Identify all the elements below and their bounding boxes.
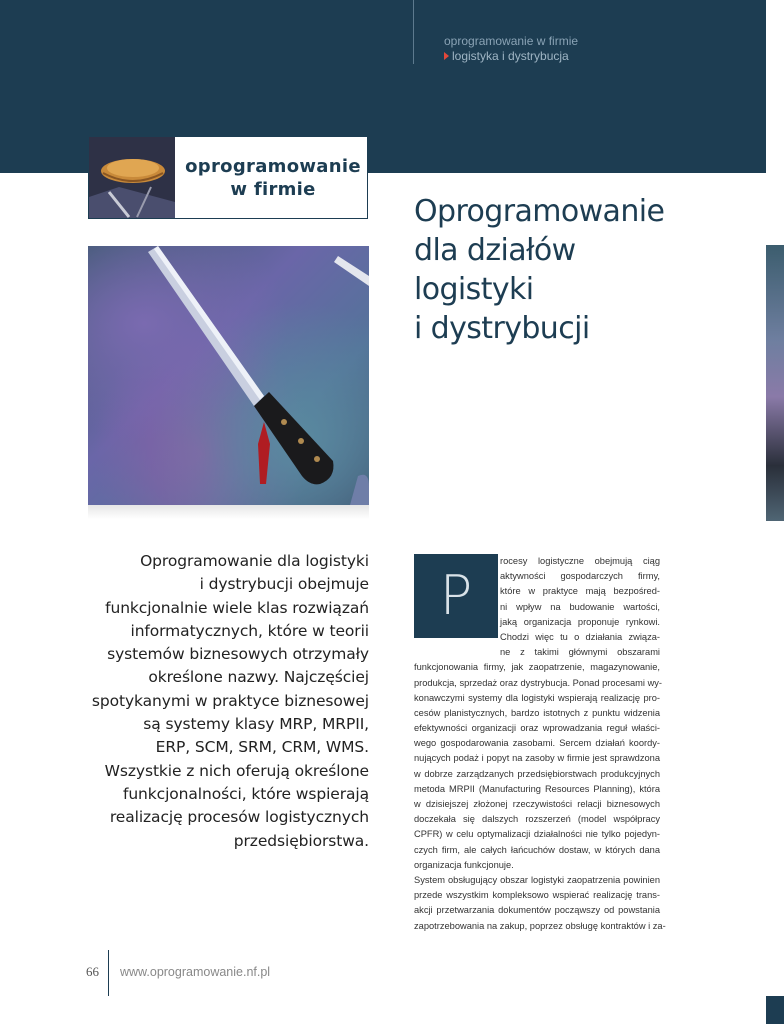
body-line: które w praktyce mają bezpośred- [500,586,660,597]
body-line: cesów planistycznych, bardzo istotnych z punktu widzenia [414,707,660,718]
lead-line: funkcjonalnie wiele klas rozwiązań [105,598,369,617]
body-line: metoda MRPII (Manufacturing Resources Planning), która [414,783,660,794]
footer-divider [108,950,109,996]
body-line: aktywności gospodarczych firmy, [500,571,660,582]
body-line: akcji przetwarzania dokumentów począwszy od powstania [414,905,660,916]
breadcrumb-arrow-icon [444,52,449,60]
lead-line: i dystrybucji obejmuje [199,575,369,594]
lead-line: funkcjonalności, które wspierają [122,784,369,803]
header-divider [413,0,414,64]
breadcrumb-parent[interactable]: oprogramowanie w firmie [444,34,579,48]
body-line: w dzisiejszej złożonej rzeczywistości relacji biznesowych [414,799,660,809]
body-line: ne z takimi głównymi obszarami [500,647,660,658]
article-title-line: i dystrybucji [414,311,590,346]
body-line: konawczymi systemy dla logistyki wspierają realizację pro- [414,692,660,703]
article-body [414,554,666,934]
lead-line: Wszystkie z nich oferują określone [104,761,369,780]
body-line: doczekała się dalszych rozszerzeń (model współpracy [414,814,660,825]
body-line: CPFR) w celu optymalizacji działalności nie tylko pojedyn- [414,829,660,840]
lead-line: ERP, SCM, SRM, CRM, WMS. [155,738,369,757]
section-heading-line2: w firmie [230,179,316,200]
breadcrumb-current[interactable]: logistyka i dystrybucja [452,49,569,63]
body-line: organizacja funkcjonuje. [414,859,514,870]
article-title-line: logistyki [414,272,534,307]
lead-line: przedsiębiorstwa. [233,831,369,850]
body-line: System obsługujący obszar logistyki zaopatrzenia powinien [414,874,660,885]
section-thumbnail-image [89,137,175,218]
body-line: rocesy logistyczne obejmują ciąg [500,556,660,566]
body-line: zapotrzebowania na zakup, poprzez obsługę kontraktów i za- [414,920,666,931]
lead-line: realizację procesów logistycznych [109,808,369,827]
hero-image-shadow [88,505,369,519]
page-number: 66 [86,964,99,979]
adjacent-page-edge-bar [766,996,784,1024]
body-line: Chodzi więc tu o działania związa- [500,631,660,642]
article-lead [90,550,369,853]
adjacent-page-edge-image [766,245,784,521]
section-heading-line1: oprogramowanie [185,156,361,177]
body-line: funkcjonowania firmy, jak zaopatrzenie, magazynowanie, [414,662,660,673]
lead-line: informatycznych, które w teorii [130,621,369,640]
body-line: w dobrze zarządzanych przedsiębiorstwach produkcyjnych [414,768,660,779]
article-title-line: dla działów [414,233,576,268]
body-line: ni wpływ na budowanie wartości, [500,601,660,612]
lead-line: określone nazwy. Najczęściej [148,668,369,687]
hero-image-knife [88,246,369,505]
article-title [414,192,744,348]
article-title-line: Oprogramowanie [414,194,665,229]
section-heading [185,155,361,201]
footer-url-link[interactable]: www.oprogramowanie.nf.pl [120,965,271,979]
breadcrumb [444,34,578,64]
body-line: produkcja, sprzedaż oraz dystrybucja. Ponad procesami wy- [414,677,663,688]
body-line: jaką organizacja proponuje rynkowi. [500,616,660,627]
body-line: wego gospodarowania zasobami. Sercem działań koordy- [414,738,660,749]
body-line: efektywności organizacji oraz wprowadzania reguł właści- [414,723,660,734]
body-line: czych firm, ale całych łańcuchów dostaw, w których dana [414,844,660,855]
body-line: przede wszystkim kompleksowo wspierać realizację trans- [414,890,660,901]
body-line: nujących podaż i popyt na zasoby w firmie jest sprawdzona [414,753,660,764]
lead-line: spotykanymi w praktyce biznesowej [91,691,369,710]
lead-line: są systemy klasy MRP, MRPII, [143,715,369,734]
lead-line: systemów biznesowych otrzymały [107,645,369,664]
lead-line: Oprogramowanie dla logistyki [140,552,369,570]
dropcap: P [414,554,498,638]
section-heading-box [88,136,368,219]
